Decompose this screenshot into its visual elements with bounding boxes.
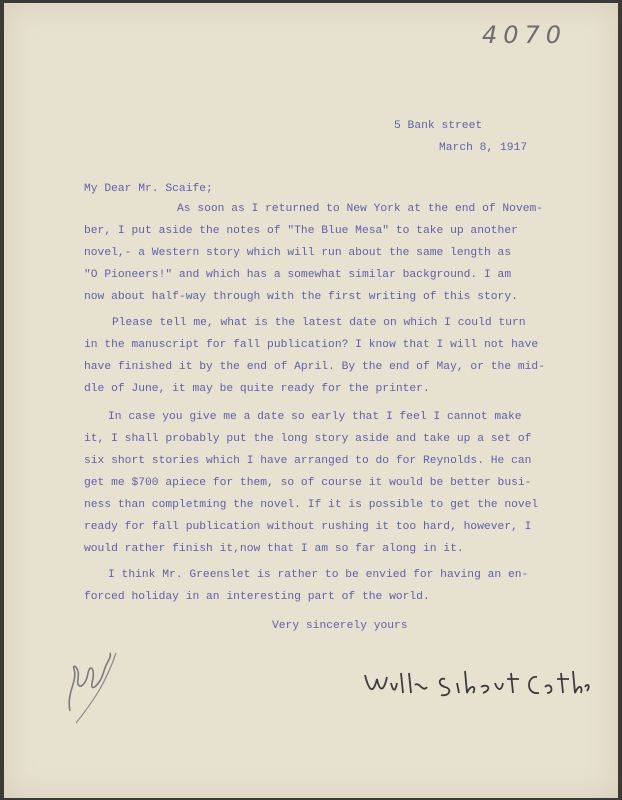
body-line: Please tell me, what is the latest date on which I could turn xyxy=(112,317,526,329)
sender-address: 5 Bank street xyxy=(394,120,483,132)
body-line: ready for fall publication without rushing it too hard, however, I xyxy=(84,521,532,533)
body-line: in the manuscript for fall publication? I know that I will not have xyxy=(84,339,539,351)
body-line: get me $700 apiece for them, so of course it would be better busi- xyxy=(84,477,532,489)
body-line: dle of June, it may be quite ready for the printer. xyxy=(84,383,430,395)
pencil-annotation-icon xyxy=(56,633,126,733)
body-line: forced holiday in an interesting part of the world. xyxy=(84,591,430,603)
body-line: In case you give me a date so early that I feel I cannot make xyxy=(108,411,522,423)
body-line: have finished it by the end of April. By the end of May, or the mid- xyxy=(84,361,545,373)
letter-date: March 8, 1917 xyxy=(439,142,528,154)
body-line: As soon as I returned to New York at the end of Novem- xyxy=(177,203,544,215)
archive-number: 4070 xyxy=(482,21,568,49)
body-line: "O Pioneers!" and which has a somewhat similar background. I am xyxy=(84,269,512,281)
handwritten-signature xyxy=(361,665,591,711)
letter-page xyxy=(4,3,618,798)
body-line: ber, I put aside the notes of "The Blue Mesa" to take up another xyxy=(84,225,518,237)
body-line: it, I shall probably put the long story aside and take up a set of xyxy=(84,433,532,445)
body-line: I think Mr. Greenslet is rather to be envied for having an en- xyxy=(108,569,529,581)
body-line: would rather finish it,now that I am so far along in it. xyxy=(84,543,464,555)
salutation: My Dear Mr. Scaife; xyxy=(84,183,213,195)
body-line: now about half-way through with the first writing of this story. xyxy=(84,291,518,303)
closing: Very sincerely yours xyxy=(272,620,408,632)
body-line: six short stories which I have arranged to do for Reynolds. He can xyxy=(84,455,532,467)
body-line: ness than completming the novel. If it is possible to get the novel xyxy=(84,499,539,511)
body-line: novel,- a Western story which will run about the same length as xyxy=(84,247,512,259)
